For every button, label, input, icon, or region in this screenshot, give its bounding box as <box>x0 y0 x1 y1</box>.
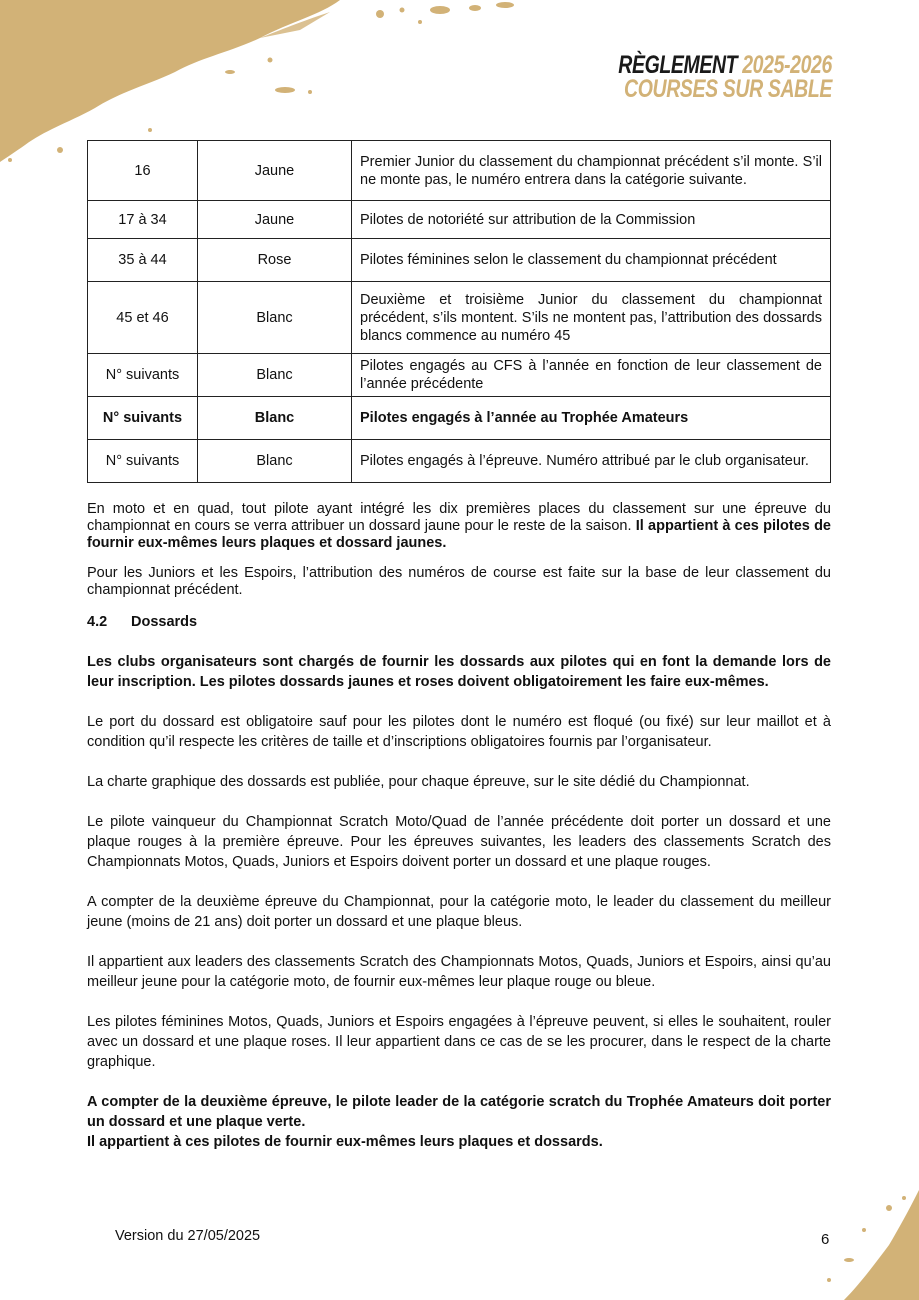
header-title-prefix: RÈGLEMENT <box>618 51 738 79</box>
paragraph-leaders-plaques: Il appartient aux leaders des classements Scratch des Championnats Motos, Quads, Juniors et Espoirs, ainsi qu’au meilleur jeune pour la catégorie moto, de fournir eux-mêmes leur plaque rouge ou bleue. <box>87 954 831 990</box>
paragraph-juniors-espoirs: Pour les Juniors et les Espoirs, l’attribution des numéros de course est faite sur la base de leur classement du championnat précédent. <box>87 565 831 598</box>
dossard-description-cell: Pilotes engagés au CFS à l’année en fonction de leur classement de l’année précédente <box>352 354 831 397</box>
dossard-number-cell: 45 et 46 <box>88 282 198 354</box>
sand-splash-decoration-bottom <box>749 1190 919 1300</box>
dossard-color-cell: Blanc <box>198 397 352 440</box>
paragraph-bold-text: Il appartient à ces pilotes de fournir eux-mêmes leurs plaques et dossard jaunes. <box>87 518 831 551</box>
dossard-description-cell: Deuxième et troisième Junior du classement du championnat précédent, s’ils montent. S’ils ne montent pas, l’attribution des dossards blancs commence au numéro 45 <box>352 282 831 354</box>
dossard-number-cell: N° suivants <box>88 354 198 397</box>
paragraph-plaque-bleue: A compter de la deuxième épreuve du Championnat, pour la catégorie moto, le leader du classement du meilleur jeune (moins de 21 ans) doit porter un dossard et une plaque bleus. <box>87 894 831 930</box>
dossard-attribution-table <box>87 140 831 483</box>
table-row <box>88 239 831 282</box>
table-row <box>88 282 831 354</box>
paragraph-charte-graphique: La charte graphique des dossards est publiée, pour chaque épreuve, sur le site dédié du Championnat. <box>87 774 750 790</box>
section-number: 4.2 <box>87 614 108 630</box>
section-title: Dossards <box>131 614 198 630</box>
header-title-year: 2025-2026 <box>742 51 832 79</box>
footer-version: Version du 27/05/2025 <box>115 1228 261 1244</box>
table-row <box>88 440 831 483</box>
paragraph-bold-line-2: Il appartient à ces pilotes de fournir eux-mêmes leurs plaques et dossards. <box>87 1134 603 1150</box>
dossard-number-cell: 16 <box>88 141 198 201</box>
paragraph-plaque-rouge: Le pilote vainqueur du Championnat Scratch Moto/Quad de l’année précédente doit porter un dossard et une plaque rouges à la première épreuve. Pour les épreuves suivantes, les leaders des classements Scratch des Championnats Motos, Quads, Juniors et Espoirs doivent porter un dossard et une plaque rouges. <box>87 814 831 870</box>
table-row <box>88 141 831 201</box>
header-subtitle: COURSES SUR SABLE <box>624 75 832 103</box>
dossard-color-cell: Jaune <box>198 201 352 239</box>
dossard-color-cell: Blanc <box>198 282 352 354</box>
dossard-color-cell: Rose <box>198 239 352 282</box>
dossard-color-cell: Jaune <box>198 141 352 201</box>
dossard-description-cell: Pilotes de notoriété sur attribution de la Commission <box>352 201 831 239</box>
document-header-title <box>618 53 832 101</box>
paragraph-trophee-amateurs <box>87 1092 831 1152</box>
dossard-description-cell: Pilotes engagés à l’année au Trophée Amateurs <box>352 397 831 440</box>
table-row <box>88 397 831 440</box>
section-heading <box>87 612 831 632</box>
dossard-description-cell: Pilotes féminines selon le classement du championnat précédent <box>352 239 831 282</box>
paragraph-clubs-organisateurs: Les clubs organisateurs sont chargés de fournir les dossards aux pilotes qui en font la demande lors de leur inscription. Les pilotes dossards jaunes et roses doivent obligatoirement les faire eux-mêmes. <box>87 654 831 690</box>
paragraph-yellow-dossard <box>87 501 831 552</box>
paragraph-text: En moto et en quad, tout pilote ayant intégré les dix premières places du classement sur une épreuve du championnat en cours se verra attribuer un dossard jaune pour le reste de la saison. <box>87 501 831 534</box>
table-row <box>88 201 831 239</box>
paragraph-port-dossard: Le port du dossard est obligatoire sauf pour les pilotes dont le numéro est floqué (ou fixé) sur leur maillot et à condition qu’il respecte les critères de taille et d’inscriptions obligatoires fournis par l’organisateur. <box>87 714 831 750</box>
page-number: 6 <box>821 1231 830 1248</box>
document-body <box>87 501 831 1152</box>
dossard-number-cell: N° suivants <box>88 440 198 483</box>
paragraph-bold-line-1: A compter de la deuxième épreuve, le pilote leader de la catégorie scratch du Trophée Amateurs doit porter un dossard et une plaque verte. <box>87 1094 831 1130</box>
dossard-description-cell: Pilotes engagés à l’épreuve. Numéro attribué par le club organisateur. <box>352 440 831 483</box>
dossard-number-cell: 17 à 34 <box>88 201 198 239</box>
dossard-color-cell: Blanc <box>198 440 352 483</box>
dossard-description-cell: Premier Junior du classement du championnat précédent s’il monte. S’il ne monte pas, le numéro entrera dans la catégorie suivante. <box>352 141 831 201</box>
dossard-number-cell: 35 à 44 <box>88 239 198 282</box>
table-row <box>88 354 831 397</box>
dossard-color-cell: Blanc <box>198 354 352 397</box>
paragraph-pilotes-feminines: Les pilotes féminines Motos, Quads, Juniors et Espoirs engagées à l’épreuve peuvent, si elles le souhaitent, rouler avec un dossard et une plaque roses. Il leur appartient dans ce cas de se les procurer, dans le respect de la charte graphique. <box>87 1014 831 1070</box>
dossard-number-cell: N° suivants <box>88 397 198 440</box>
